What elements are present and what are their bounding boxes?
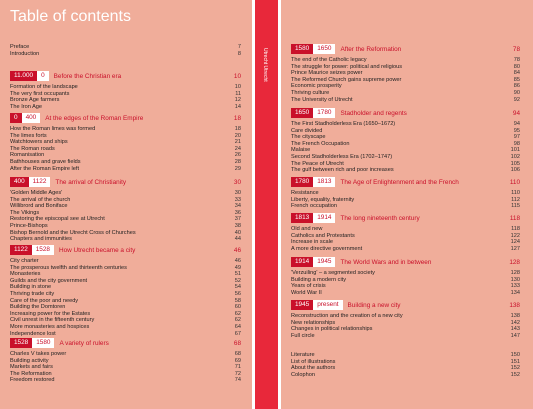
chapter-heading[interactable] [10,177,241,187]
toc-entry[interactable] [10,197,241,204]
chapter-heading[interactable] [10,71,241,81]
entry-label: The Vikings [10,209,40,216]
chapter-heading[interactable] [291,257,520,267]
entry-page-number: 124 [510,239,520,246]
entry-label: Guilds and the city government [10,277,88,284]
toc-entry[interactable] [291,190,520,197]
chapter-title: Before the Christian era [53,72,122,80]
entry-label: The arrival of the church [10,196,71,203]
entry-page-number: 143 [510,326,520,333]
entry-label: Watchtowers and ships [10,139,68,146]
chapter-section [10,338,241,384]
entry-page-number: 62 [234,317,241,324]
toc-entry[interactable] [10,271,241,278]
toc-entry[interactable] [10,166,241,173]
entry-page-number: 110 [511,190,520,196]
toc-entry[interactable] [291,226,520,233]
entry-page-number: 67 [234,330,241,337]
entry-label: Catholics and Protestants [291,232,355,239]
entry-label: The French Occupation [291,140,350,147]
entry-label: The cityscape [291,134,326,141]
entry-page-number: 54 [234,284,241,291]
chapter-year-start: 1914 [291,257,313,267]
toc-entry[interactable] [10,298,241,305]
toc-entry[interactable] [291,320,520,327]
chapter-year-end: present [313,300,342,310]
toc-entry[interactable] [10,324,241,331]
toc-entry[interactable] [291,97,520,104]
toc-entry[interactable] [10,51,241,58]
entry-page-number: 30 [234,190,241,196]
entry-label: Resistance [291,190,319,196]
entry-page-number: 60 [234,304,241,311]
chapter-year-end: 1945 [313,257,335,267]
chapter-year-end: 1528 [32,245,54,255]
toc-entry[interactable] [10,133,241,140]
chapter-year-start: 1528 [10,338,32,348]
chapter-title: Stadholder and regents [340,109,407,117]
toc-entry[interactable] [291,83,520,90]
entry-label: Increase in scale [291,239,333,246]
entry-label: Freedom restored [10,377,55,384]
entry-label: Introduction [10,50,40,57]
chapter-section [10,71,241,110]
toc-entry[interactable] [291,90,520,97]
toc-entry[interactable] [10,364,241,371]
entry-page-number: 62 [234,310,241,317]
chapter-page-number: 118 [509,214,520,222]
chapter-section [291,257,520,296]
entry-page-number: 26 [234,152,241,159]
toc-entry[interactable] [10,84,241,91]
entry-label: Restoring the episcopal see at Utrecht [10,216,105,223]
entry-label: Thriving culture [291,89,330,96]
entry-label: Old and new [291,226,323,232]
entry-label: The First Stadholderless Era (1650–1672) [291,121,396,127]
chapter-page-number: 138 [509,301,520,309]
entry-page-number: 127 [510,245,520,252]
chapter-year-start: 1650 [291,108,313,118]
right-page [281,0,533,409]
entry-page-number: 94 [513,121,520,127]
entry-page-number: 152 [510,365,520,372]
entry-page-number: 115 [511,203,520,210]
entry-page-number: 102 [510,153,520,160]
entry-page-number: 51 [234,271,241,278]
entry-page-number: 49 [234,264,241,271]
chapter-section [10,245,241,337]
entry-page-number: 36 [234,209,241,216]
chapter-year-end: 1580 [32,338,54,348]
entry-label: Monasteries [10,271,41,278]
chapter-year-start: 0 [10,113,22,123]
chapter-title: At the edges of the Roman Empire [45,114,144,122]
chapter-year-start: 400 [10,177,29,187]
entry-label: Economic prosperity [291,83,342,90]
entry-page-number: 37 [234,216,241,223]
chapter-section [291,213,520,252]
entry-label: World War II [291,289,322,296]
toc-entry[interactable] [10,159,241,166]
toc-entry[interactable] [10,216,241,223]
toc-entry[interactable] [10,311,241,318]
chapter-year-end: 400 [22,113,41,123]
chapter-year-end: 1914 [313,213,335,223]
entry-page-number: 86 [513,83,520,90]
entry-page-number: 40 [234,229,241,236]
entry-page-number: 138 [510,313,520,319]
entry-label: Second Stadholderless Era (1702–1747) [291,153,393,160]
entry-page-number: 7 [237,44,241,50]
entry-label: The Roman roads [10,145,55,152]
toc-entry[interactable] [291,154,520,161]
entry-label: City charter [10,258,39,264]
chapter-section [10,177,241,243]
entry-page-number: 33 [234,196,241,203]
entry-label: The struggle for power: political and religious [291,63,403,70]
entry-label: Malaise [291,147,311,154]
entry-page-number: 97 [513,134,520,141]
toc-entry[interactable] [10,146,241,153]
chapter-page-number: 46 [233,246,241,254]
entry-page-number: 133 [510,283,520,290]
toc-entry[interactable] [291,233,520,240]
chapter-section [291,108,520,174]
entry-label: The prosperous twelfth and thirteenth centuries [10,264,127,271]
entry-label: The Peace of Utrecht [291,160,344,167]
entry-page-number: 24 [234,145,241,152]
chapter-page-number: 30 [233,178,241,186]
entry-page-number: 52 [234,277,241,284]
entry-page-number: 64 [234,323,241,330]
page-title: Table of contents [10,8,131,25]
chapter-year-end: 1813 [313,177,335,187]
entry-page-number: 130 [510,276,520,283]
toc-entry[interactable] [10,97,241,104]
chapter-year-start: 1813 [291,213,313,223]
chapter-heading[interactable] [10,338,241,348]
chapter-title: Building a new city [347,301,401,309]
toc-entry[interactable] [10,230,241,237]
chapter-year-start: 1945 [291,300,313,310]
chapter-year-end: 1122 [29,177,51,187]
entry-label: The very first occupants [10,90,70,97]
entry-page-number: 98 [513,140,520,147]
entry-label: Colophon [291,371,315,378]
entry-page-number: 69 [234,357,241,364]
entry-label: Prince-Bishops [10,222,48,229]
entry-label: More monasteries and hospices [10,323,90,330]
entry-label: The end of the Catholic legacy [291,57,367,63]
entry-label: The University of Utrecht [291,96,353,103]
entry-page-number: 101 [510,147,520,154]
toc-entry[interactable] [291,290,520,297]
entry-page-number: 58 [234,297,241,304]
chapter-page-number: 110 [509,178,520,186]
chapter-section [291,177,520,210]
chapter-page-number: 10 [233,72,241,80]
toc-entry[interactable] [10,284,241,291]
entry-label: Civil unrest in the fifteenth century [10,317,95,324]
entry-label: Charles V takes power [10,351,67,357]
toc-entry[interactable] [291,277,520,284]
entry-label: Changes in political relationships [291,326,373,333]
chapter-heading[interactable] [10,245,241,255]
entry-label: The Reformation [10,370,52,377]
chapter-title: After the Reformation [340,45,402,53]
toc-entry[interactable] [291,365,520,372]
toc-entry[interactable] [291,70,520,77]
entry-page-number: 46 [234,258,241,264]
back-matter-list [291,352,520,378]
entry-label: Care of the poor and needy [10,297,79,304]
entry-page-number: 106 [510,167,520,174]
chapter-year-start: 1580 [291,44,313,54]
entry-label: Years of crisis [291,283,326,290]
toc-entry[interactable] [291,134,520,141]
toc-entry[interactable] [10,291,241,298]
toc-entry[interactable] [291,203,520,210]
entry-page-number: 80 [513,63,520,70]
entry-label: Building the Domtoren [10,304,66,311]
toc-entry[interactable] [291,141,520,148]
chapter-title: How Utrecht became a city [58,246,136,254]
entry-label: The Reformed Church gains supreme power [291,76,402,83]
chapter-title: The long nineteenth century [340,214,420,222]
toc-entry[interactable] [10,152,241,159]
entry-label: Independence lost [10,330,56,337]
entry-label: Bathhouses and grave fields [10,158,81,165]
entry-page-number: 38 [234,222,241,229]
entry-page-number: 95 [513,127,520,134]
entry-page-number: 142 [510,319,520,326]
chapter-year-end: 1650 [313,44,335,54]
chapter-title: A variety of rulers [59,339,109,347]
chapter-page-number: 68 [233,339,241,347]
toc-entry[interactable] [291,57,520,64]
toc-entry[interactable] [10,44,241,51]
entry-label: The limes forts [10,132,47,139]
entry-page-number: 122 [510,232,520,239]
entry-page-number: 134 [510,289,520,296]
toc-entry[interactable] [10,377,241,384]
toc-entry[interactable] [291,246,520,253]
entry-label: Prince Maurice seizes power [291,70,363,77]
entry-label: Liberty, equality, fraternity [291,196,355,203]
chapter-year-start: 11.000 [10,71,37,81]
entry-page-number: 150 [510,352,520,358]
toc-entry[interactable] [10,331,241,338]
toc-entry[interactable] [10,278,241,285]
entry-page-number: 105 [510,160,520,167]
toc-entry[interactable] [10,358,241,365]
toc-entry[interactable] [291,64,520,71]
toc-entry[interactable] [10,223,241,230]
entry-label: Care divided [291,127,323,134]
entry-label: Building activity [10,357,49,364]
toc-entry[interactable] [10,91,241,98]
entry-page-number: 152 [510,371,520,378]
toc-entry[interactable] [291,77,520,84]
chapter-heading[interactable] [291,300,520,310]
entry-page-number: 10 [234,84,241,90]
entry-page-number: 118 [511,226,520,232]
toc-entry[interactable] [291,359,520,366]
front-matter-list [10,44,241,57]
entry-page-number: 28 [234,158,241,165]
toc-entry[interactable] [10,304,241,311]
entry-label: Bishop Bernold and the Utrecht Cross of Churches [10,229,136,236]
toc-entry[interactable] [291,333,520,340]
toc-entry[interactable] [10,265,241,272]
entry-label: Full circle [291,332,315,339]
entry-page-number: 11 [235,90,241,97]
toc-entry[interactable] [10,203,241,210]
toc-entry[interactable] [10,371,241,378]
entry-label: Literature [291,352,315,358]
entry-page-number: 78 [513,57,520,63]
toc-entry[interactable] [291,239,520,246]
toc-entry[interactable] [10,351,241,358]
entry-page-number: 128 [510,270,520,276]
entry-label: After the Roman Empire left [10,165,80,172]
entry-page-number: 29 [234,165,241,172]
chapter-year-start: 1780 [291,177,313,187]
entry-page-number: 34 [234,203,241,210]
chapter-title: The World Wars and in between [340,258,432,266]
chapter-page-number: 94 [512,109,520,117]
toc-entry[interactable] [10,126,241,133]
toc-entry[interactable] [291,372,520,379]
toc-entry[interactable] [291,167,520,174]
entry-label: Bronze Age farmers [10,97,60,104]
entry-page-number: 74 [234,377,241,384]
toc-entry[interactable] [10,236,241,243]
chapter-heading[interactable] [291,44,520,54]
chapter-year-end: 1780 [313,108,335,118]
entry-page-number: 8 [237,50,241,57]
entry-page-number: 12 [234,97,241,104]
toc-entry[interactable] [291,197,520,204]
chapter-year-end: 0 [37,71,49,81]
entry-page-number: 21 [234,139,241,146]
entry-label: Willibrord and Boniface [10,203,68,210]
toc-entry[interactable] [291,121,520,128]
entry-page-number: 18 [234,126,241,132]
toc-entry[interactable] [10,190,241,197]
entry-page-number: 84 [513,70,520,77]
entry-label: Formation of the landscape [10,84,78,90]
chapter-heading[interactable] [10,113,241,123]
entry-label: 'Verzuiling' – a segmented society [291,270,375,276]
entry-label: Chapters and immunities [10,236,72,243]
entry-page-number: 147 [510,332,520,339]
toc-entry[interactable] [10,139,241,146]
chapter-heading[interactable] [291,213,520,223]
entry-label: French occupation [291,203,338,210]
chapter-section [291,300,520,339]
toc-entry[interactable] [291,326,520,333]
chapter-title: The Age of Enlightenment and the French [340,178,459,186]
entry-page-number: 112 [511,196,520,203]
entry-page-number: 151 [510,358,520,365]
toc-entry[interactable] [291,283,520,290]
entry-page-number: 20 [234,132,241,139]
entry-label: 'Golden Middle Ages' [10,190,63,196]
entry-page-number: 68 [234,351,241,357]
chapter-heading[interactable] [291,177,520,187]
chapter-page-number: 128 [509,258,520,266]
entry-page-number: 71 [234,364,241,371]
entry-label: How the Roman limes was formed [10,126,96,132]
toc-entry[interactable] [291,313,520,320]
chapter-page-number: 18 [233,114,241,122]
entry-label: Increasing power for the Estates [10,310,91,317]
left-page [0,0,252,409]
entry-label: A more directive government [291,245,363,252]
entry-label: Markets and fairs [10,364,53,371]
chapter-year-start: 1122 [10,245,32,255]
entry-page-number: 90 [513,89,520,96]
entry-label: Preface [10,44,30,50]
toc-entry[interactable] [10,317,241,324]
entry-label: Thriving trade city [10,290,55,297]
chapter-page-number: 78 [512,45,520,53]
entry-label: New relationships [291,319,336,326]
toc-entry[interactable] [10,210,241,217]
toc-entry[interactable] [291,270,520,277]
entry-page-number: 92 [513,96,520,103]
ribbon-label: Utrecht Utrecht [262,48,268,82]
chapter-title: The arrival of Christianity [55,178,127,186]
chapter-heading[interactable] [291,108,520,118]
toc-entry[interactable] [291,147,520,154]
entry-page-number: 14 [234,103,241,110]
entry-page-number: 72 [234,370,241,377]
toc-entry[interactable] [10,104,241,111]
entry-label: Romanisation [10,152,45,159]
toc-entry[interactable] [291,161,520,168]
toc-entry[interactable] [291,352,520,359]
entry-label: Building in stone [10,284,52,291]
entry-label: The gulf between rich and poor increases [291,167,394,174]
chapter-section [10,113,241,172]
toc-entry[interactable] [10,258,241,265]
chapter-section [291,44,520,103]
entry-label: The Iron Age [10,103,43,110]
entry-label: List of illustrations [291,358,336,365]
entry-page-number: 85 [513,76,520,83]
entry-label: About the authors [291,365,336,372]
toc-entry[interactable] [291,128,520,135]
entry-label: Building a modern city [291,276,347,283]
entry-page-number: 56 [234,290,241,297]
entry-page-number: 44 [234,236,241,243]
entry-label: Reconstruction and the creation of a new city [291,313,403,319]
